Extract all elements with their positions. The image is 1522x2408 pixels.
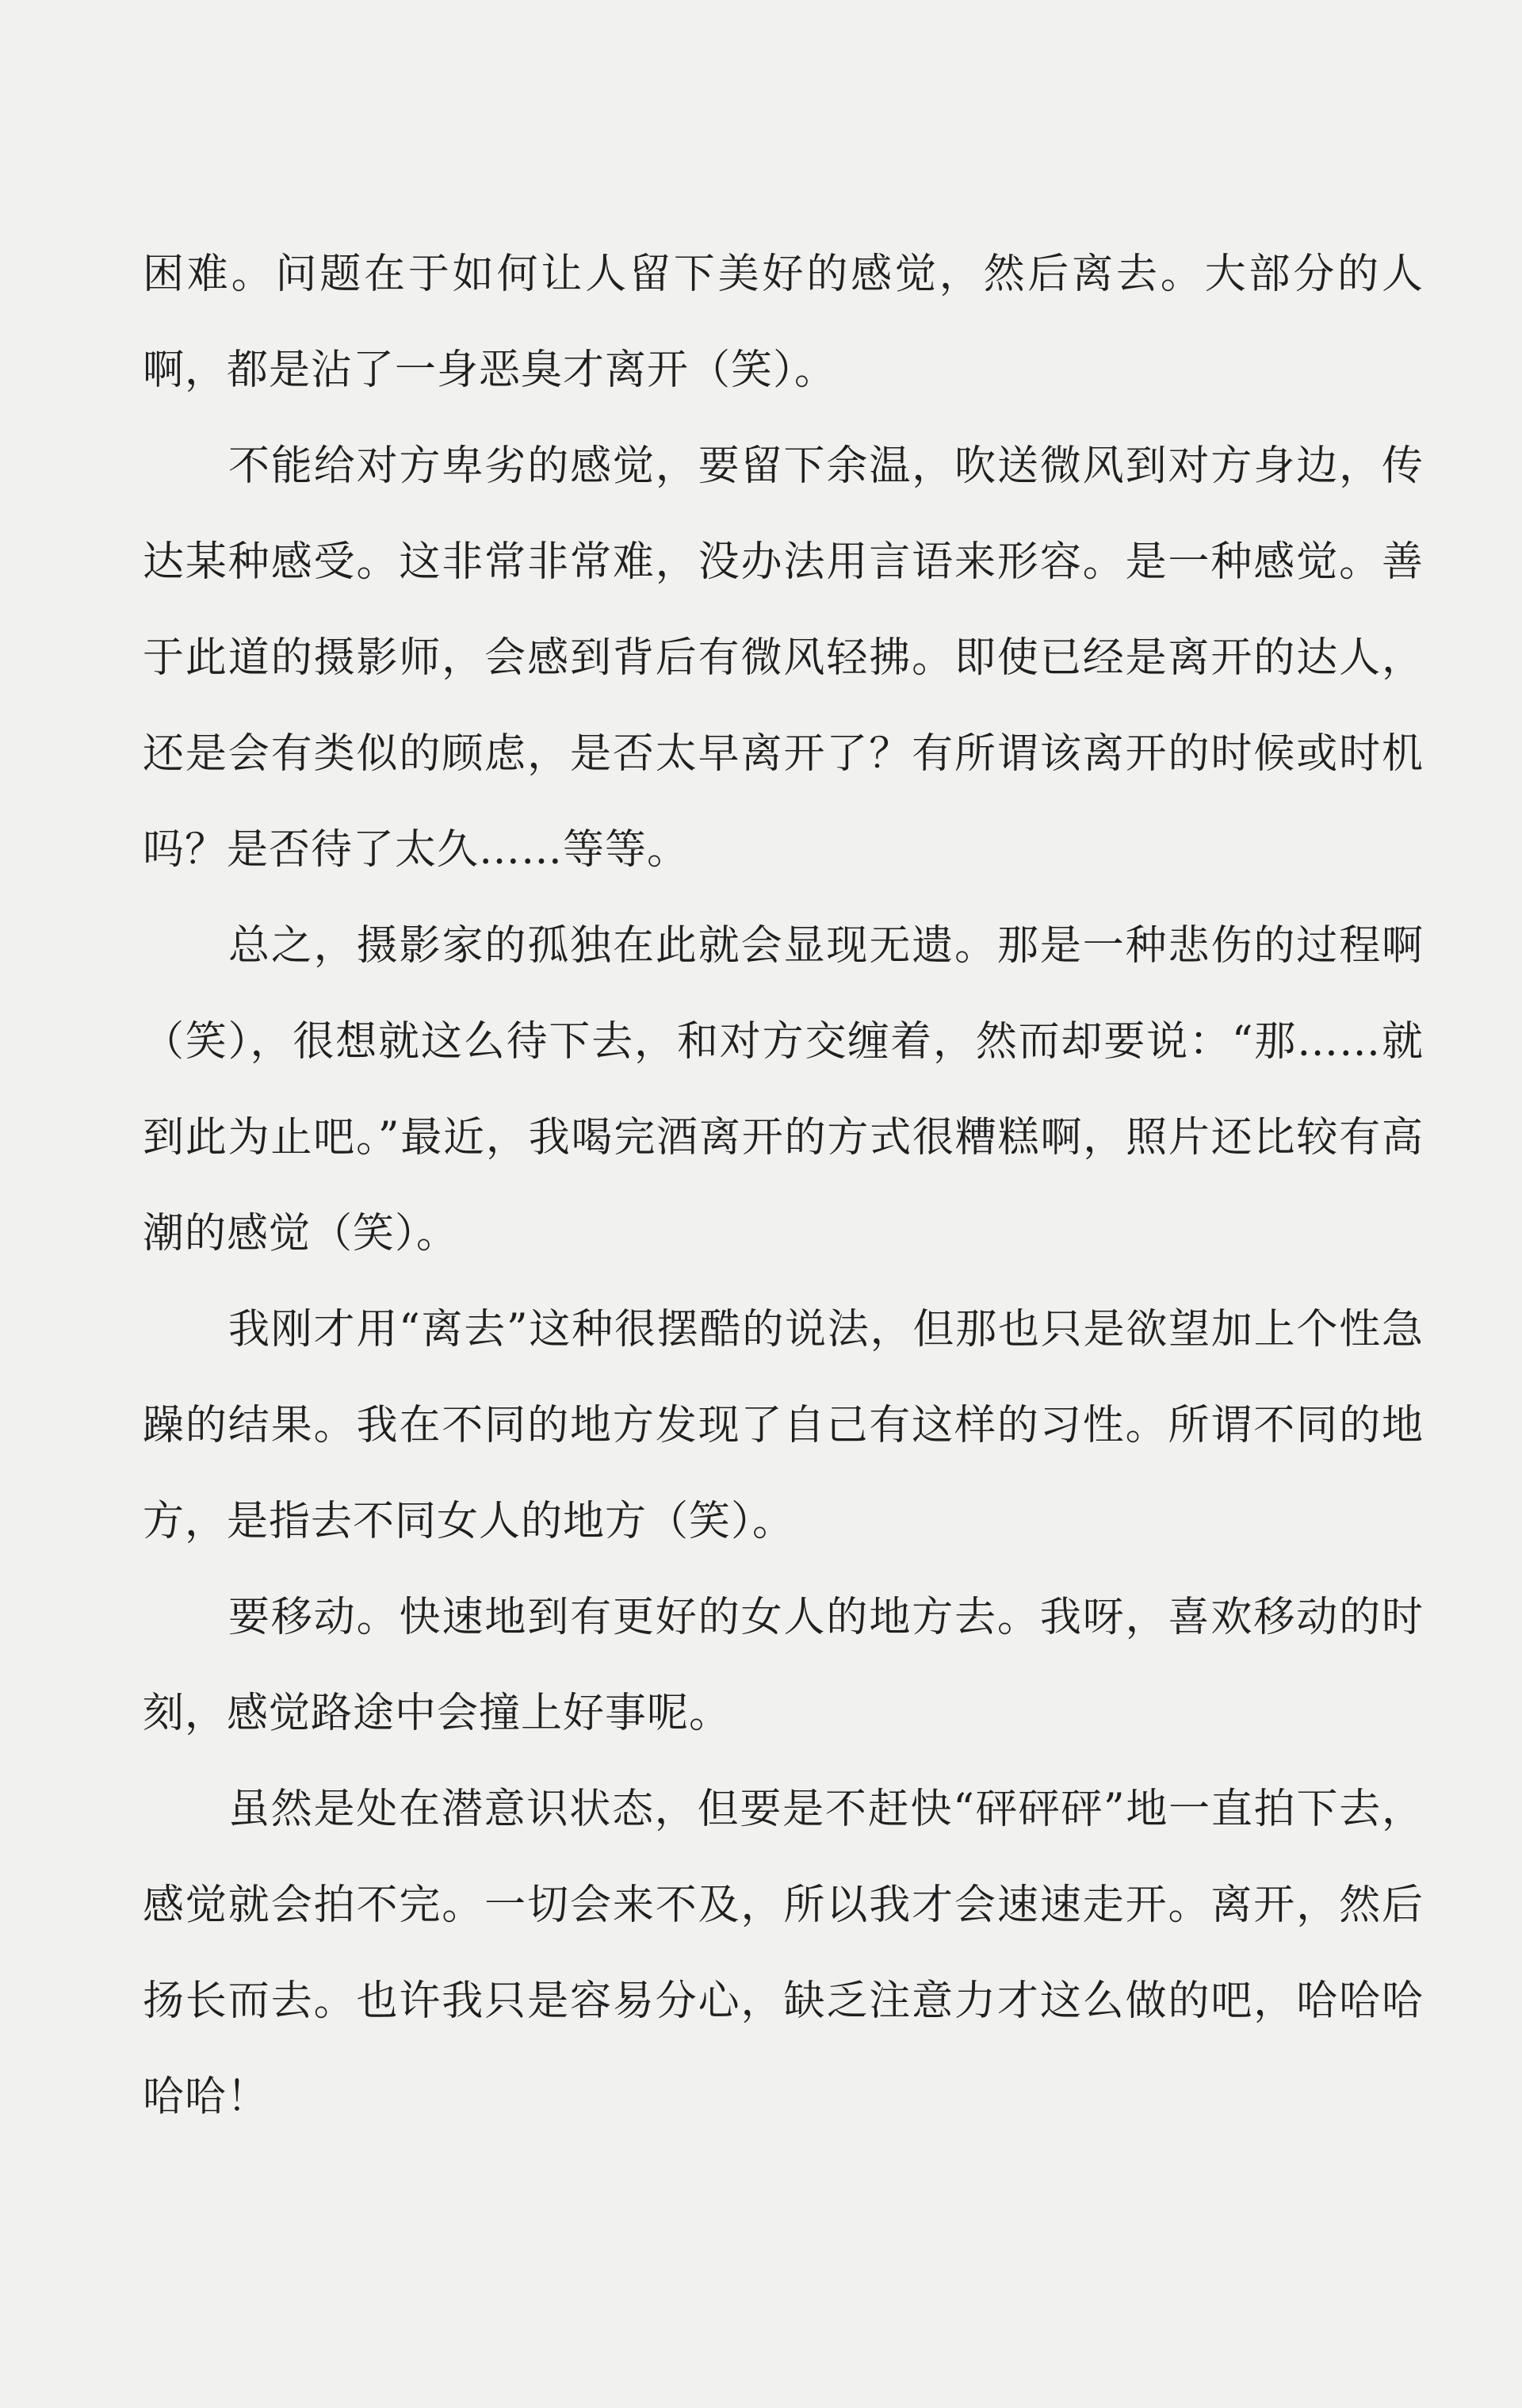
book-page <box>143 227 1424 2146</box>
paragraph-1: 困难。问题在于如何让人留下美好的感觉，然后离去。大部分的人啊，都是沾了一身恶臭才离开（笑）。 <box>143 251 1424 394</box>
paragraph-6: 虽然是处在潜意识状态，但要是不赶快“砰砰砰”地一直拍下去，感觉就会拍不完。一切会来不及，所以我才会速速走开。离开，然后扬长而去。也许我只是容易分心，缺乏注意力才这么做的吧，哈哈哈哈哈！ <box>143 1786 1424 2121</box>
paragraph-2: 不能给对方卑劣的感觉，要留下余温，吹送微风到对方身边，传达某种感受。这非常非常难，没办法用言语来形容。是一种感觉。善于此道的摄影师，会感到背后有微风轻拂。即使已经是离开的达人，还是会有类似的顾虑，是否太早离开了？有所谓该离开的时候或时机吗？是否待了太久……等等。 <box>143 442 1424 874</box>
paragraph-3: 总之，摄影家的孤独在此就会显现无遗。那是一种悲伤的过程啊（笑），很想就这么待下去，和对方交缠着，然而却要说：“那……就到此为止吧。”最近，我喝完酒离开的方式很糟糕啊，照片还比较有高潮的感觉（笑）。 <box>143 922 1424 1258</box>
paragraph-5: 要移动。快速地到有更好的女人的地方去。我呀，喜欢移动的时刻，感觉路途中会撞上好事呢。 <box>143 1594 1424 1737</box>
paragraph-4: 我刚才用“离去”这种很摆酷的说法，但那也只是欲望加上个性急躁的结果。我在不同的地方发现了自己有这样的习性。所谓不同的地方，是指去不同女人的地方（笑）。 <box>143 1306 1424 1545</box>
